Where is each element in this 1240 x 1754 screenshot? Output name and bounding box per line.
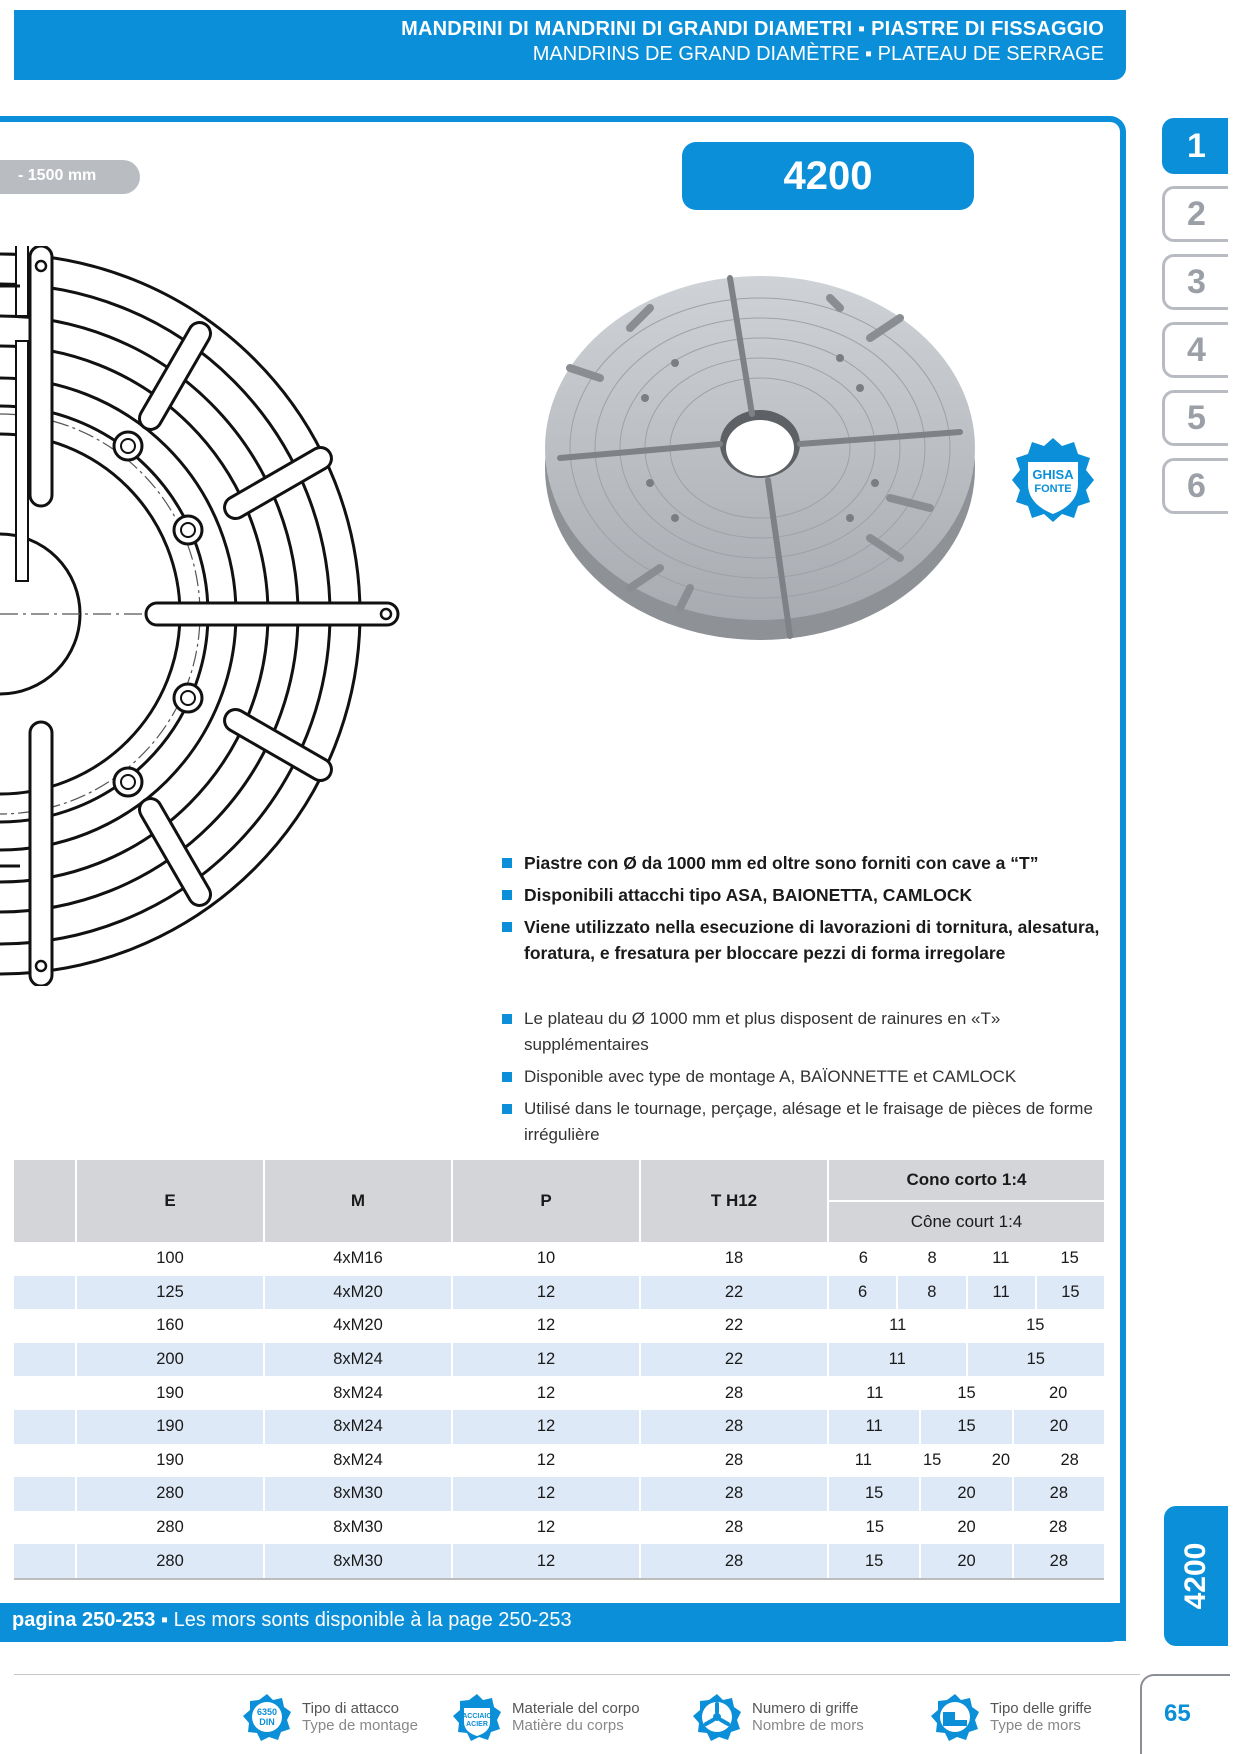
table-cell-cono: [828, 1544, 1104, 1579]
col-header-m: M: [264, 1160, 452, 1242]
col-header-t: T H12: [640, 1160, 828, 1242]
table-cell-cono: [828, 1309, 1104, 1343]
table-cell-e: 100: [76, 1242, 264, 1276]
table-cell-t: 28: [640, 1410, 828, 1444]
cono-value: 15: [1060, 1249, 1079, 1268]
table-cell-m: 8xM30: [264, 1511, 452, 1545]
cono-value: 20: [957, 1518, 976, 1537]
cono-value: 15: [919, 1410, 1011, 1444]
table-cell-cono: [828, 1511, 1104, 1545]
legend-it: Numero di griffe: [752, 1700, 859, 1717]
table-cell-m: 8xM24: [264, 1444, 452, 1478]
legend-it: Tipo di attacco: [302, 1700, 399, 1717]
cono-values: [829, 1410, 1104, 1444]
footer-text: ▪ Les mors sonts disponible à la page 250-253: [155, 1609, 572, 1631]
jaw-type-icon: [930, 1692, 980, 1742]
feature-fr-1: Le plateau du Ø 1000 mm et plus disposent de rainures en «T» supplémentaires: [502, 1006, 1102, 1058]
col-header-p: P: [452, 1160, 640, 1242]
table-cell-p: 12: [452, 1343, 640, 1377]
feature-it-1: Piastre con Ø da 1000 mm ed oltre sono forniti con cave a “T”: [502, 850, 1102, 876]
col-header-blank: [14, 1160, 76, 1242]
cono-value: 11: [966, 1276, 1035, 1310]
header-title-it: MANDRINI DI MANDRINI DI GRANDI DIAMETRI ▪ PIASTRE DI FISSAGGIO: [401, 18, 1104, 40]
tab-6[interactable]: 6: [1162, 458, 1228, 514]
table-cell-e: 160: [76, 1309, 264, 1343]
table-cell-m: 8xM24: [264, 1410, 452, 1444]
cono-values: [829, 1376, 1104, 1410]
cono-value: 15: [1026, 1316, 1045, 1335]
cono-value: 28: [1049, 1518, 1068, 1537]
spec-table: [14, 1160, 1104, 1580]
table-cell-p: 12: [452, 1376, 640, 1410]
table-cell-p: 10: [452, 1242, 640, 1276]
cono-value: 20: [1012, 1410, 1104, 1444]
tab-4[interactable]: 4: [1162, 322, 1228, 378]
table-cell-e: 280: [76, 1544, 264, 1579]
table-cell-t: 22: [640, 1276, 828, 1310]
cono-value: 11: [992, 1249, 1010, 1268]
table-cell-p: 12: [452, 1309, 640, 1343]
cono-value: 11: [866, 1383, 884, 1402]
cono-value: 15: [865, 1518, 885, 1537]
cono-value: 28: [1060, 1450, 1079, 1469]
side-model-tab: [1164, 1506, 1228, 1646]
table-cell-blank: [14, 1343, 76, 1377]
cono-value: 11: [865, 1417, 883, 1436]
side-model-label: 4200: [1179, 1542, 1212, 1610]
table-row: [14, 1544, 1104, 1579]
table-row: [14, 1410, 1104, 1444]
cono-value: 28: [1012, 1544, 1104, 1578]
feature-fr-2: Disponible avec type de montage A, BAÏONNETTE et CAMLOCK: [502, 1064, 1102, 1090]
table-cell-e: 190: [76, 1444, 264, 1478]
page-number: 65: [1164, 1700, 1191, 1727]
table-cell-cono: [828, 1276, 1104, 1310]
legend-badge-bottom: ACIER: [466, 1721, 488, 1728]
divider: [14, 1674, 1140, 1675]
table-cell-m: 8xM30: [264, 1477, 452, 1511]
footer-note: [0, 1603, 1126, 1641]
diameter-range-pill: - 1500 mm: [0, 160, 140, 194]
table-cell-blank: [14, 1242, 76, 1276]
cono-value: 8: [896, 1276, 965, 1310]
table-cell-m: 8xM24: [264, 1343, 452, 1377]
table-cell-t: 28: [640, 1477, 828, 1511]
legend-fr: Type de montage: [302, 1717, 418, 1734]
col-header-cono-it: Cono corto 1:4: [828, 1160, 1104, 1201]
table-cell-p: 12: [452, 1276, 640, 1310]
table-cell-t: 28: [640, 1544, 828, 1579]
table-cell-blank: [14, 1276, 76, 1310]
table-row: [14, 1511, 1104, 1545]
cono-values: [829, 1276, 1104, 1310]
table-cell-e: 190: [76, 1376, 264, 1410]
table-cell-blank: [14, 1376, 76, 1410]
col-header-e: E: [76, 1160, 264, 1242]
legend-fr: Nombre de mors: [752, 1717, 864, 1734]
table-cell-m: 4xM20: [264, 1309, 452, 1343]
table-row: [14, 1309, 1104, 1343]
spec-table-body: [14, 1242, 1104, 1579]
cono-value: 15: [957, 1383, 976, 1402]
cast-iron-badge: [1010, 434, 1096, 526]
cono-values: [829, 1511, 1104, 1545]
mounting-type-icon: [242, 1692, 292, 1742]
legend-it: Tipo delle griffe: [990, 1700, 1092, 1717]
cono-value: 20: [919, 1544, 1011, 1578]
table-cell-t: 28: [640, 1376, 828, 1410]
cono-values: [829, 1309, 1104, 1343]
table-row: [14, 1276, 1104, 1310]
table-row: [14, 1343, 1104, 1377]
feature-fr-3: Utilisé dans le tournage, perçage, alésage et le fraisage de pièces de forme irrégulière: [502, 1096, 1102, 1148]
table-cell-blank: [14, 1477, 76, 1511]
cono-value: 11: [854, 1450, 872, 1469]
legend-material: [452, 1690, 640, 1744]
table-row: [14, 1477, 1104, 1511]
model-number: 4200: [682, 142, 974, 210]
features-french: [502, 1006, 1102, 1154]
cono-values: [829, 1242, 1104, 1276]
cono-values: [829, 1544, 1104, 1578]
badge-line2: FONTE: [1034, 483, 1072, 495]
tab-2[interactable]: 2: [1162, 186, 1228, 242]
table-cell-m: 4xM16: [264, 1242, 452, 1276]
table-cell-m: 4xM20: [264, 1276, 452, 1310]
legend-badge-top: ACCIAIO: [462, 1713, 492, 1720]
table-cell-e: 190: [76, 1410, 264, 1444]
header-band: [14, 10, 1126, 80]
cono-value: 15: [864, 1484, 884, 1503]
table-cell-p: 12: [452, 1444, 640, 1478]
table-cell-t: 28: [640, 1511, 828, 1545]
legend-it: Materiale del corpo: [512, 1700, 640, 1717]
table-cell-cono: [828, 1376, 1104, 1410]
legend-badge-bottom: DIN: [259, 1717, 275, 1727]
feature-it-2: Disponibili attacchi tipo ASA, BAIONETTA, CAMLOCK: [502, 882, 1102, 908]
table-cell-t: 28: [640, 1444, 828, 1478]
cono-value: 11: [888, 1350, 906, 1369]
table-cell-p: 12: [452, 1511, 640, 1545]
cono-value: 6: [858, 1249, 868, 1268]
cono-values: [829, 1444, 1104, 1478]
table-cell-t: 18: [640, 1242, 828, 1276]
legend-jaw-count: [692, 1690, 864, 1744]
table-row: [14, 1376, 1104, 1410]
feature-it-3: Viene utilizzato nella esecuzione di lavorazioni di tornitura, alesatura, foratura, e fresatura per bloccare pezzi di forma irregolare: [502, 914, 1102, 966]
table-cell-cono: [828, 1410, 1104, 1444]
table-cell-e: 200: [76, 1343, 264, 1377]
legend-jaw-type: [930, 1690, 1092, 1744]
legend-fr: Type de mors: [990, 1717, 1081, 1734]
table-cell-cono: [828, 1343, 1104, 1377]
table-cell-blank: [14, 1544, 76, 1579]
table-cell-blank: [14, 1410, 76, 1444]
body-material-icon: [452, 1692, 502, 1742]
cono-value: 15: [864, 1551, 884, 1570]
table-cell-e: 125: [76, 1276, 264, 1310]
col-header-cono-fr: Cône court 1:4: [828, 1201, 1104, 1242]
tab-1[interactable]: 1: [1162, 118, 1228, 174]
legend-mounting: [242, 1690, 418, 1744]
footer-page-ref: pagina 250-253: [12, 1609, 156, 1631]
plate-product-image: [540, 268, 980, 648]
cono-value: 20: [919, 1477, 1011, 1511]
cono-value: 8: [927, 1249, 937, 1268]
legend-badge-top: 6350: [256, 1707, 278, 1717]
cono-value: 15: [1035, 1276, 1104, 1310]
table-cell-blank: [14, 1511, 76, 1545]
table-cell-cono: [828, 1444, 1104, 1478]
cono-value: 6: [858, 1282, 868, 1301]
table-cell-t: 22: [640, 1343, 828, 1377]
cono-value: 20: [1049, 1383, 1068, 1402]
table-cell-e: 280: [76, 1477, 264, 1511]
table-cell-m: 8xM30: [264, 1544, 452, 1579]
cono-value: 20: [991, 1450, 1011, 1469]
cono-value: 28: [1012, 1477, 1104, 1511]
features-italian: [502, 850, 1102, 972]
cono-value: 11: [889, 1316, 907, 1335]
table-cell-p: 12: [452, 1410, 640, 1444]
cono-values: [829, 1343, 1104, 1377]
plate-technical-drawing: [0, 246, 420, 986]
table-cell-cono: [828, 1242, 1104, 1276]
table-row: [14, 1242, 1104, 1276]
legend-fr: Matière du corps: [512, 1717, 624, 1734]
table-cell-cono: [828, 1477, 1104, 1511]
badge-line1: GHISA: [1032, 467, 1074, 482]
table-cell-t: 22: [640, 1309, 828, 1343]
jaw-count-icon: [692, 1692, 742, 1742]
tab-3[interactable]: 3: [1162, 254, 1228, 310]
table-row: [14, 1444, 1104, 1478]
table-cell-blank: [14, 1444, 76, 1478]
tab-5[interactable]: 5: [1162, 390, 1228, 446]
table-cell-blank: [14, 1309, 76, 1343]
table-cell-p: 12: [452, 1477, 640, 1511]
cono-value: 15: [966, 1343, 1105, 1377]
table-cell-e: 280: [76, 1511, 264, 1545]
table-cell-p: 12: [452, 1544, 640, 1579]
cono-value: 15: [922, 1450, 942, 1469]
table-cell-m: 8xM24: [264, 1376, 452, 1410]
cono-values: [829, 1477, 1104, 1511]
header-title-fr: MANDRINS DE GRAND DIAMÈTRE ▪ PLATEAU DE SERRAGE: [532, 43, 1104, 65]
